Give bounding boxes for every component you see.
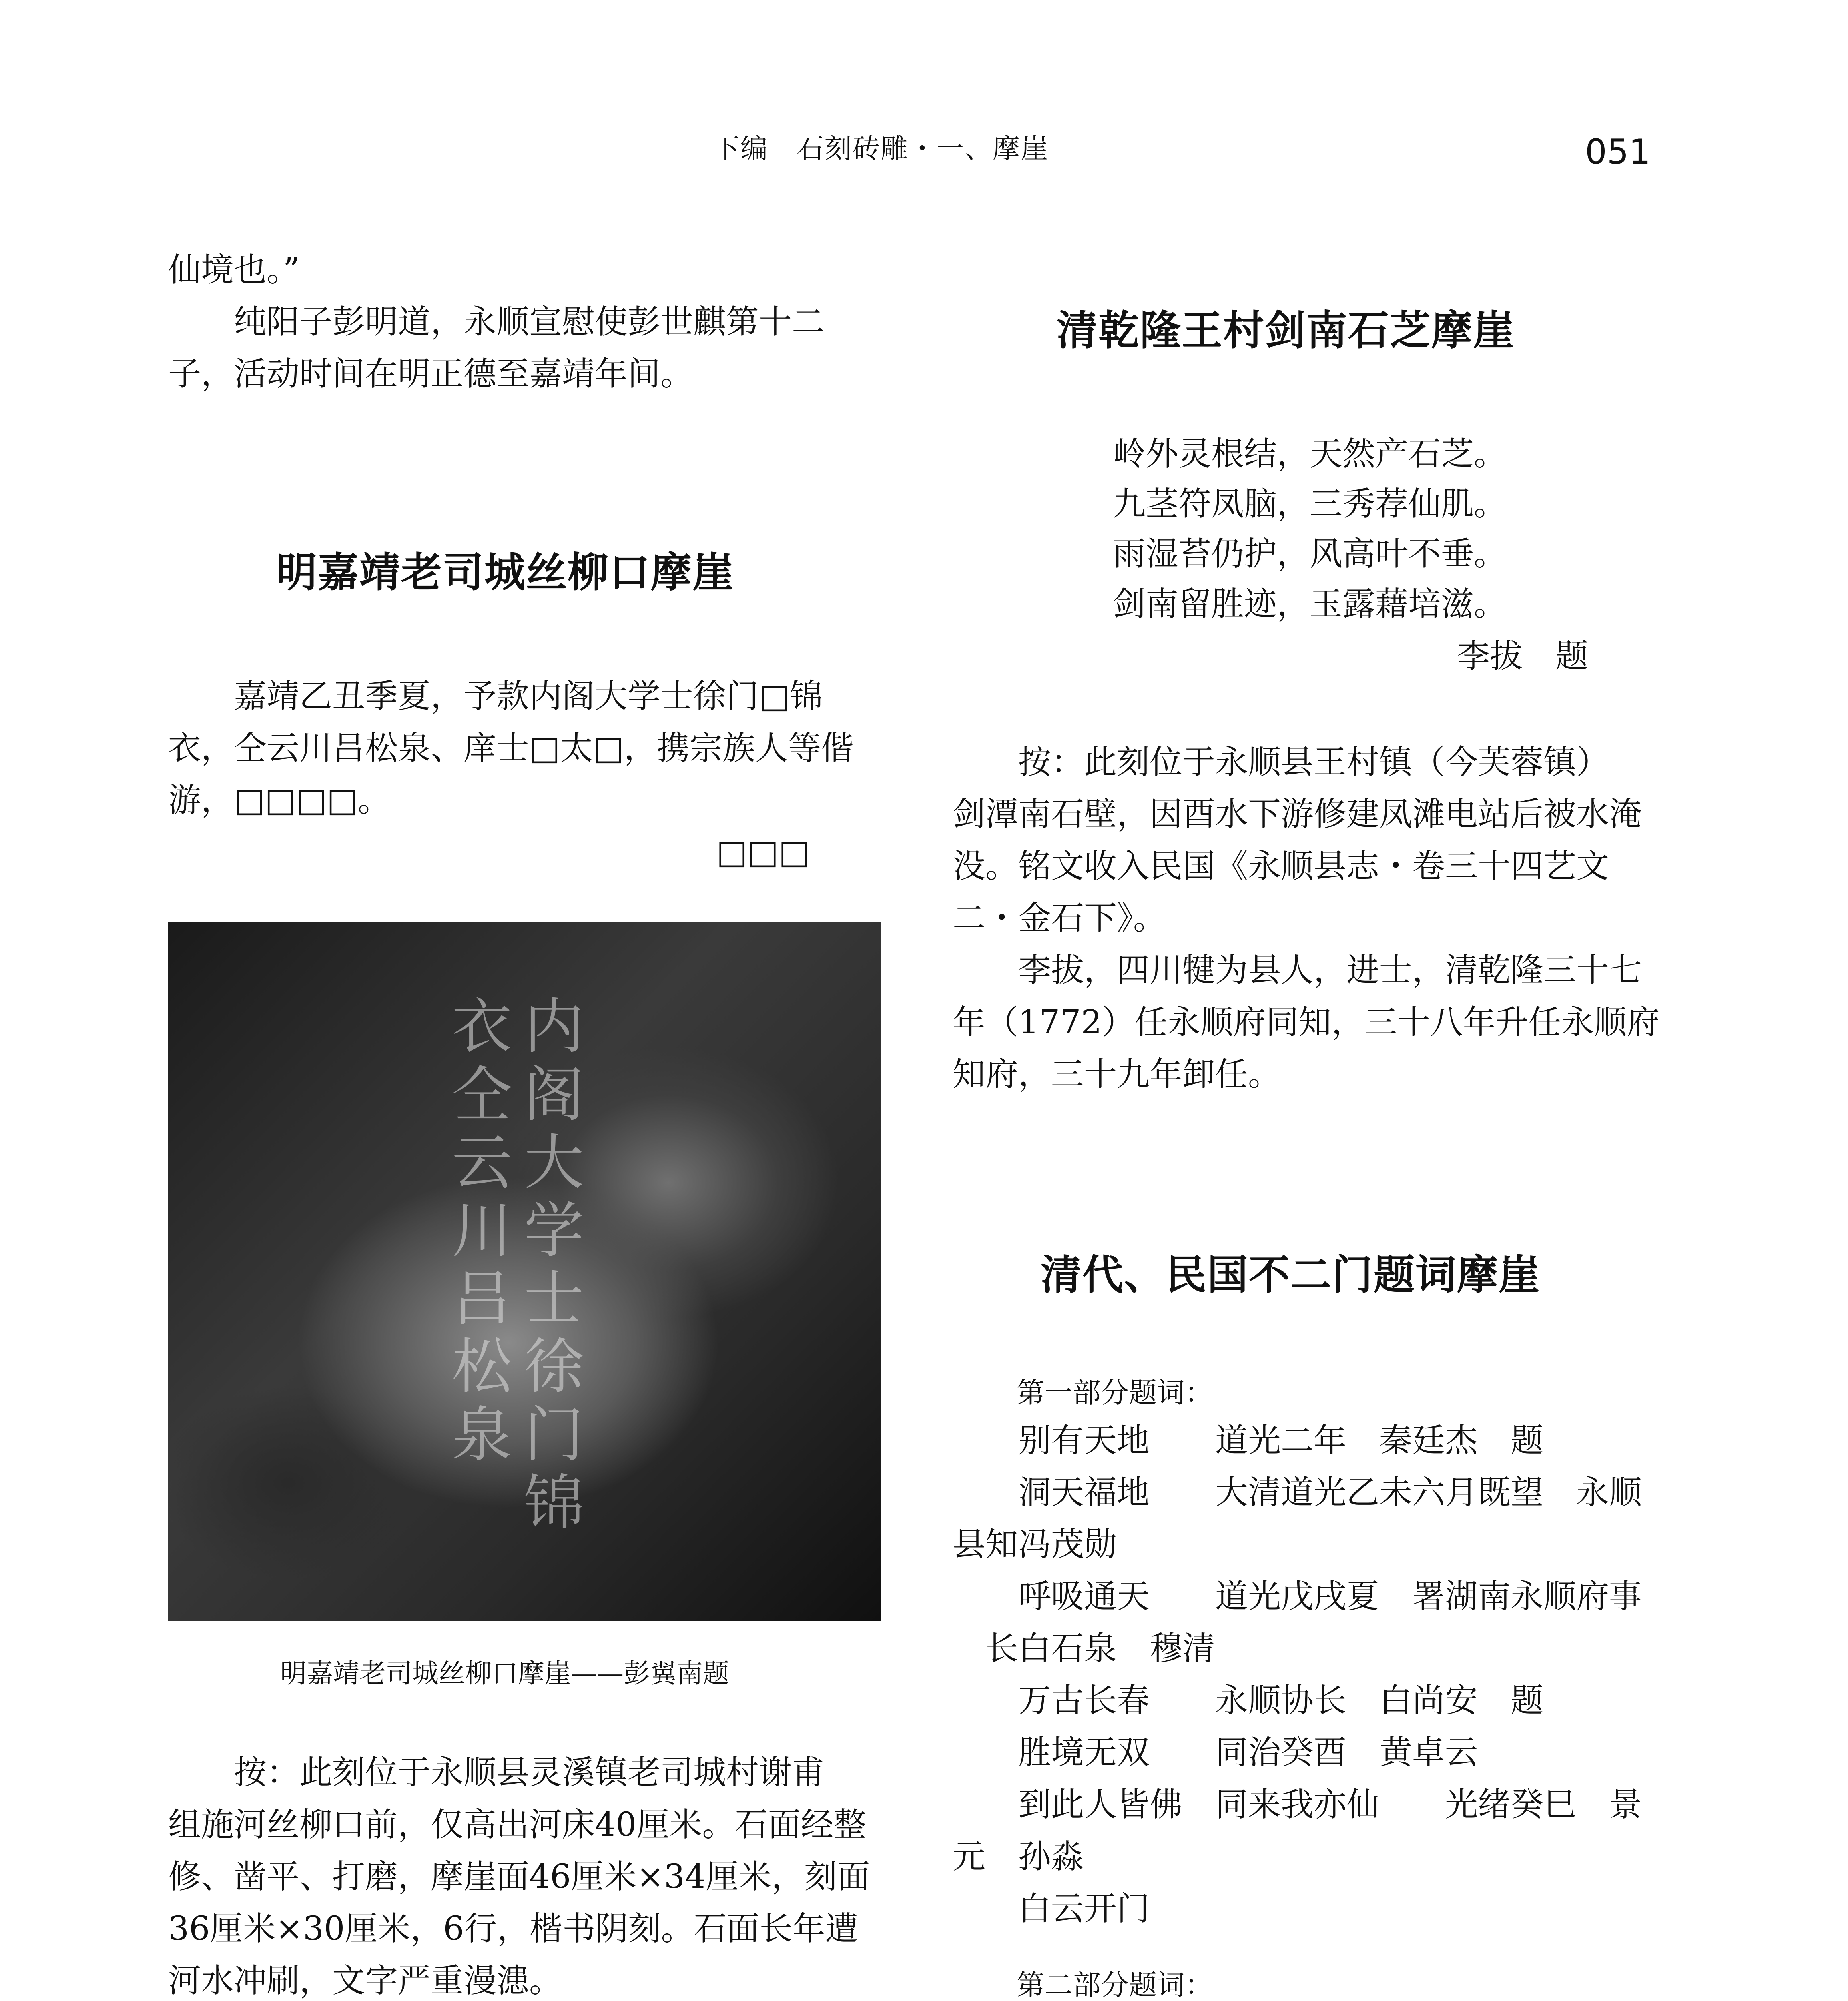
- inscription-entry: 呼吸通天 道光戊戌夏 署湖南永顺府事: [953, 1578, 1642, 1616]
- page-number: 051: [1585, 132, 1651, 172]
- note-line: 按：此刻位于永顺县王村镇（今芙蓉镇）: [953, 743, 1609, 781]
- inscription-entry: 胜境无双 同治癸酉 黄卓云: [953, 1734, 1478, 1772]
- cliff-inscription-photo: [168, 922, 881, 1621]
- note-line: 二・金石下》。: [953, 899, 1166, 937]
- part1-heading: 第一部分题词：: [1017, 1376, 1213, 1409]
- note-line: 知府，三十九年卸任。: [953, 1055, 1281, 1093]
- inscription-entry: 到此人皆佛 同来我亦仙 光绪癸巳 景: [953, 1786, 1642, 1824]
- part2-heading: 第二部分题词：: [1017, 1969, 1213, 2001]
- poem-line: 岭外灵根结，天然产石芝。: [1113, 435, 1507, 473]
- running-header: 下编 石刻砖雕・一、摩崖: [712, 133, 1049, 165]
- section-title-sishukou: 明嘉靖老司城丝柳口摩崖: [276, 549, 734, 597]
- inscription-entry: 元 孙淼: [953, 1838, 1084, 1876]
- note-line: 修、凿平、打磨，摩崖面46厘米×34厘米，刻面: [168, 1858, 870, 1896]
- poem-line: 九茎符凤脑，三秀荐仙肌。: [1113, 485, 1507, 523]
- note-line: 李拔，四川犍为县人，进士，清乾隆三十七: [953, 951, 1642, 989]
- note-line: 36厘米×30厘米，6行，楷书阴刻。石面长年遭: [168, 1910, 858, 1948]
- inscription-entry: 长白石泉 穆清: [953, 1630, 1216, 1668]
- note-line: 年（1772）任永顺府同知，三十八年升任永顺府: [953, 1003, 1660, 1041]
- inscription-entry: 别有天地 道光二年 秦廷杰 题: [953, 1422, 1544, 1460]
- inscription-entry: 万古长春 永顺协长 白尚安 题: [953, 1682, 1544, 1720]
- note-line: 组施河丝柳口前，仅高出河床40厘米。石面经整: [168, 1806, 867, 1844]
- intro-line: 纯阳子彭明道，永顺宣慰使彭世麒第十二: [168, 303, 825, 341]
- inscription-signature: □□□: [716, 833, 810, 871]
- intro-line: 仙境也。”: [168, 251, 300, 289]
- intro-line: 子，活动时间在明正德至嘉靖年间。: [168, 355, 694, 393]
- note-line: 没。铭文收入民国《永顺县志・卷三十四艺文: [953, 847, 1609, 885]
- note-line: 河水冲刷，文字严重漫漶。: [168, 1962, 562, 2000]
- poem-line: 剑南留胜迹，玉露藉培滋。: [1113, 585, 1507, 623]
- photo-carved-text: 内阁大学士徐门锦衣仝云川吕松泉: [441, 994, 583, 1539]
- inscription-entry: 白云开门: [953, 1890, 1150, 1928]
- inscription-entry: 县知冯茂勋: [953, 1526, 1117, 1564]
- poem-line: 雨湿苔仍护，风高叶不垂。: [1113, 535, 1507, 573]
- note-line: 剑潭南石壁，因酉水下游修建凤滩电站后被水淹: [953, 795, 1642, 833]
- inscription-entry: 洞天福地 大清道光乙未六月既望 永顺: [953, 1474, 1642, 1512]
- inscription-line: 嘉靖乙丑季夏，予款内阁大学士徐门□锦: [168, 677, 823, 715]
- inscription-line: 衣，仝云川吕松泉、庠士□太□，携宗族人等偕: [168, 729, 854, 767]
- poem-signature: 李拔 题: [1457, 637, 1589, 675]
- section-title-buermen: 清代、民国不二门题词摩崖: [1041, 1251, 1540, 1299]
- section-title-shizhi: 清乾隆王村剑南石芝摩崖: [1057, 307, 1515, 355]
- note-line: 按：此刻位于永顺县灵溪镇老司城村谢甫: [168, 1754, 825, 1792]
- photo-caption: 明嘉靖老司城丝柳口摩崖——彭翼南题: [280, 1658, 729, 1689]
- inscription-line: 游，□□□□。: [168, 781, 391, 819]
